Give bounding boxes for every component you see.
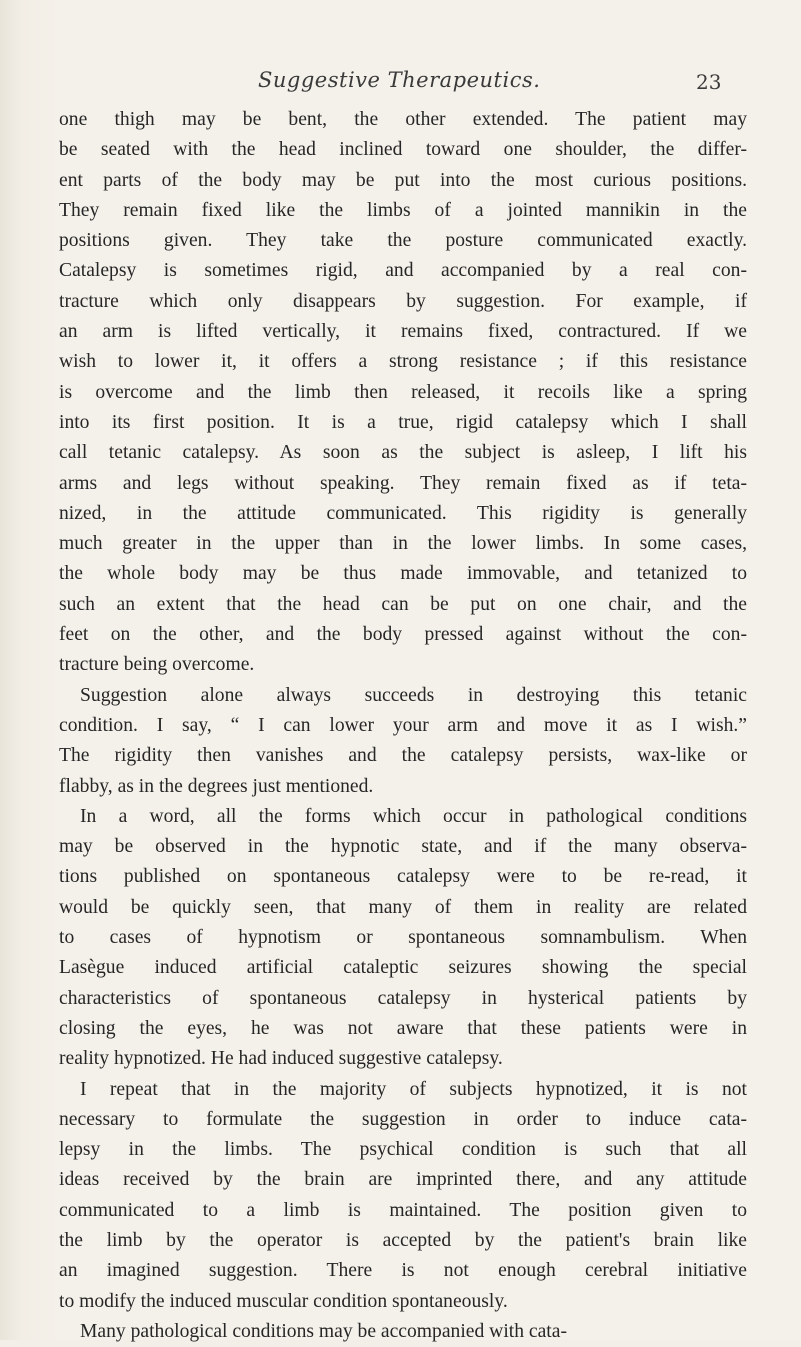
text-line: arms and legs without speaking. They remain fixed as if teta- bbox=[59, 472, 747, 494]
running-title: Suggestive Therapeutics. bbox=[258, 68, 541, 92]
text-line: call tetanic catalepsy. As soon as the subject is asleep, I lift his bbox=[59, 442, 747, 464]
text-line: flabby, as in the degrees just mentioned. bbox=[59, 775, 374, 797]
text-line: an arm is lifted vertically, it remains fixed, contractured. If we bbox=[59, 321, 747, 343]
text-line: the limb by the operator is accepted by the patient's brain like bbox=[59, 1229, 747, 1251]
text-line: wish to lower it, it offers a strong resistance ; if this resistance bbox=[59, 351, 747, 373]
text-line: closing the eyes, he was not aware that these patients were in bbox=[59, 1017, 747, 1039]
text-line: be seated with the head inclined toward one shoulder, the differ- bbox=[59, 139, 747, 161]
text-line: Many pathological conditions may be accompanied with cata- bbox=[80, 1320, 567, 1342]
text-line: into its first position. It is a true, rigid catalepsy which I shall bbox=[59, 411, 747, 433]
text-line: tions published on spontaneous catalepsy were to be re-read, it bbox=[59, 866, 747, 888]
running-head bbox=[0, 68, 801, 100]
text-line: one thigh may be bent, the other extended. The patient may bbox=[59, 109, 747, 130]
page-number: 23 bbox=[696, 70, 722, 94]
text-line: They remain fixed like the limbs of a jointed mannikin in the bbox=[59, 199, 747, 221]
text-line: an imagined suggestion. There is not enough cerebral initiative bbox=[59, 1260, 747, 1282]
text-line: the whole body may be thus made immovable, and tetanized to bbox=[59, 563, 747, 585]
text-line: is overcome and the limb then released, it recoils like a spring bbox=[59, 381, 747, 403]
text-line: to modify the induced muscular condition spontaneously. bbox=[59, 1290, 508, 1312]
text-line: lepsy in the limbs. The psychical condition is such that all bbox=[59, 1139, 747, 1161]
text-line: ideas received by the brain are imprinted there, and any attitude bbox=[59, 1169, 747, 1191]
text-line: to cases of hypnotism or spontaneous somnambulism. When bbox=[59, 927, 747, 949]
text-line: positions given. They take the posture communicated exactly. bbox=[59, 230, 747, 252]
text-line: ent parts of the body may be put into the most curious positions. bbox=[59, 169, 747, 191]
text-line: In a word, all the forms which occur in pathological conditions bbox=[80, 805, 747, 827]
text-line: Lasègue induced artificial cataleptic seizures showing the special bbox=[59, 957, 747, 979]
text-line: feet on the other, and the body pressed against without the con- bbox=[59, 624, 747, 646]
text-line: condition. I say, “ I can lower your arm and move it as I wish.” bbox=[59, 714, 747, 736]
text-line: Suggestion alone always succeeds in destroying this tetanic bbox=[80, 684, 747, 706]
text-line: much greater in the upper than in the lower limbs. In some cases, bbox=[59, 533, 747, 555]
text-line: tracture which only disappears by suggestion. For example, if bbox=[59, 290, 747, 312]
text-line: communicated to a limb is maintained. The position given to bbox=[59, 1199, 747, 1221]
text-line: I repeat that in the majority of subjects hypnotized, it is not bbox=[80, 1078, 747, 1100]
text-line: nized, in the attitude communicated. This rigidity is generally bbox=[59, 502, 747, 524]
body-text bbox=[59, 105, 747, 1347]
text-line: Catalepsy is sometimes rigid, and accompanied by a real con- bbox=[59, 260, 747, 282]
text-line: The rigidity then vanishes and the catalepsy persists, wax-like or bbox=[59, 745, 747, 767]
text-line: necessary to formulate the suggestion in order to induce cata- bbox=[59, 1108, 747, 1130]
text-line: tracture being overcome. bbox=[59, 654, 255, 676]
text-line: characteristics of spontaneous catalepsy in hysterical patients by bbox=[59, 987, 747, 1009]
text-line: would be quickly seen, that many of them in reality are related bbox=[59, 896, 747, 918]
text-line: reality hypnotized. He had induced suggestive catalepsy. bbox=[59, 1048, 503, 1070]
text-line: such an extent that the head can be put on one chair, and the bbox=[59, 593, 747, 615]
text-line: may be observed in the hypnotic state, and if the many observa- bbox=[59, 836, 747, 858]
